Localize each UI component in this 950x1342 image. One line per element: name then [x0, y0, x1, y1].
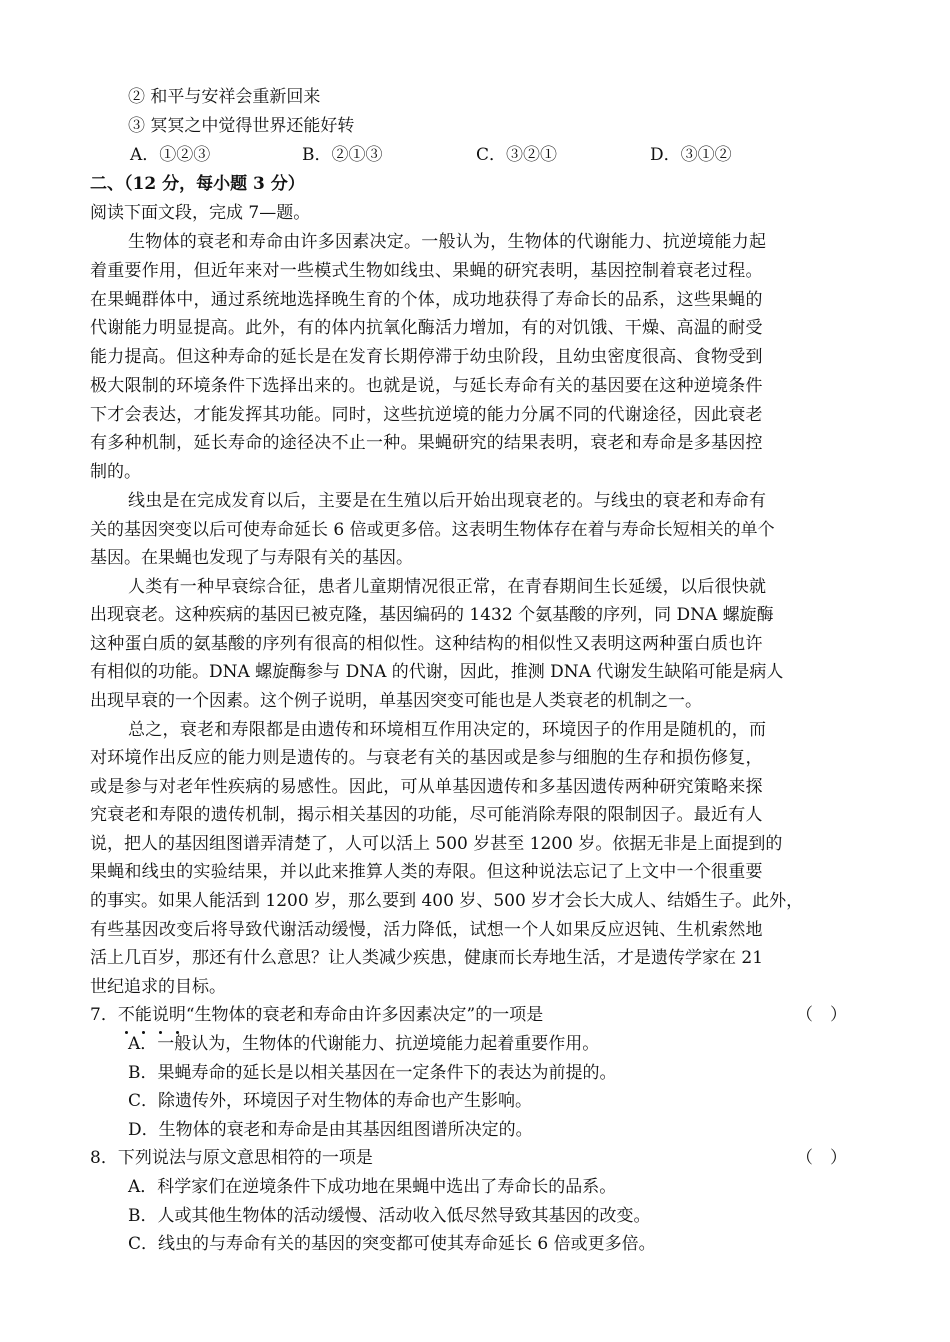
prev-choice-c: C．③②①	[476, 145, 558, 165]
question-7-option-b: B．果蝇寿命的延长是以相关基因在一定条件下的表达为前提的。	[128, 1063, 617, 1083]
passage-line: 果蝇和线虫的实验结果，并以此来推算人类的寿限。但这种说法忘记了上文中一个很重要	[90, 862, 763, 882]
passage-line: 关的基因突变以后可使寿命延长 6 倍或更多倍。这表明生物体存在着与寿命长短相关的单个	[90, 520, 775, 540]
question-7-number: 7．	[90, 1005, 118, 1025]
passage-line: 世纪追求的目标。	[90, 977, 226, 997]
passage-line: 对环境作出反应的能力则是遗传的。与衰老有关的基因或是参与细胞的生存和损伤修复，	[90, 748, 763, 768]
prev-option-item-3: ③ 冥冥之中觉得世界还能好转	[128, 116, 355, 136]
question-7-stem	[90, 1005, 870, 1025]
question-7-answer-paren[interactable]: （ ）	[796, 1005, 847, 1025]
section-heading: 二、（12 分，每小题 3 分）	[90, 174, 305, 194]
passage-line: 有相似的功能。DNA 螺旋酶参与 DNA 的代谢，因此，推测 DNA 代谢发生缺陷可能是病人	[90, 662, 784, 682]
question-8-option-c: C．线虫的与寿命有关的基因的突变都可使其寿命延长 6 倍或更多倍。	[128, 1234, 656, 1254]
prev-choice-a: A．①②③	[130, 145, 211, 165]
prev-option-item-2: ② 和平与安祥会重新回来	[128, 87, 321, 107]
passage-line: 生物体的衰老和寿命由许多因素决定。一般认为，生物体的代谢能力、抗逆境能力起	[128, 232, 767, 252]
passage-line: 的事实。如果人能活到 1200 岁，那么要到 400 岁、500 岁才会长大成人、结婚生子。此外，	[90, 891, 804, 911]
passage-line: 着重要作用，但近年来对一些模式生物如线虫、果蝇的研究表明，基因控制着衰老过程。	[90, 261, 763, 281]
passage-line: 说，把人的基因组图谱弄清楚了，人可以活上 500 岁甚至 1200 岁。依据无非是上面提到的	[90, 834, 783, 854]
question-7-emphasis	[118, 1005, 186, 1025]
question-8-option-a: A．科学家们在逆境条件下成功地在果蝇中选出了寿命长的品系。	[128, 1177, 617, 1197]
passage-line: 能力提高。但这种寿命的延长是在发育长期停滞于幼虫阶段，且幼虫密度很高、食物受到	[90, 347, 763, 367]
passage-line: 究衰老和寿限的遗传机制，揭示相关基因的功能，尽可能消除寿限的限制因子。最近有人	[90, 805, 763, 825]
passage-line: 出现早衰的一个因素。这个例子说明，单基因突变可能也是人类衰老的机制之一。	[90, 691, 702, 711]
passage-line: 人类有一种早衰综合征，患者儿童期情况很正常，在青春期间生长延缓，以后很快就	[128, 577, 767, 597]
question-8-answer-paren[interactable]: （ ）	[796, 1148, 847, 1168]
question-7-option-d: D．生物体的衰老和寿命是由其基因组图谱所决定的。	[128, 1120, 533, 1140]
prev-choice-b: B．②①③	[302, 145, 383, 165]
passage-line: 有些基因改变后将导致代谢活动缓慢，活力降低，试想一个人如果反应迟钝、生机索然地	[90, 920, 763, 940]
question-8-option-b: B．人或其他生物体的活动缓慢、活动收入低尽然导致其基因的改变。	[128, 1206, 651, 1226]
passage-line: 出现衰老。这种疾病的基因已被克隆，基因编码的 1432 个氨基酸的序列，同 DNA 螺旋酶	[90, 605, 774, 625]
passage-line: 制的。	[90, 462, 141, 482]
question-7-text: “生物体的衰老和寿命由许多因素决定”的一项是	[185, 1005, 544, 1025]
section-instruction: 阅读下面文段，完成 7—题。	[90, 203, 311, 223]
passage-line: 代谢能力明显提高。此外，有的体内抗氧化酶活力增加，有的对饥饿、干燥、高温的耐受	[90, 318, 763, 338]
passage-line: 极大限制的环境条件下选择出来的。也就是说，与延长寿命有关的基因要在这种逆境条件	[90, 376, 763, 396]
passage-line: 或是参与对老年性疾病的易感性。因此，可从单基因遗传和多基因遗传两种研究策略来探	[90, 777, 763, 797]
emphasis-text: 不能说明	[117, 1005, 186, 1025]
question-8-stem: 8．下列说法与原文意思相符的一项是	[90, 1148, 373, 1168]
question-7-option-c: C．除遗传外，环境因子对生物体的寿命也产生影响。	[128, 1091, 533, 1111]
passage-line: 下才会表达，才能发挥其功能。同时，这些抗逆境的能力分属不同的代谢途径，因此衰老	[90, 405, 763, 425]
prev-choice-d: D．③①②	[650, 145, 732, 165]
passage-line: 在果蝇群体中，通过系统地选择晚生育的个体，成功地获得了寿命长的品系，这些果蝇的	[90, 290, 763, 310]
passage-line: 这种蛋白质的氨基酸的序列有很高的相似性。这种结构的相似性又表明这两种蛋白质也许	[90, 634, 763, 654]
passage-line: 总之，衰老和寿限都是由遗传和环境相互作用决定的，环境因子的作用是随机的，而	[128, 720, 767, 740]
passage-line: 有多种机制，延长寿命的途径决不止一种。果蝇研究的结果表明，衰老和寿命是多基因控	[90, 433, 763, 453]
passage-line: 线虫是在完成发育以后，主要是在生殖以后开始出现衰老的。与线虫的衰老和寿命有	[128, 491, 767, 511]
passage-line: 活上几百岁，那还有什么意思？让人类减少疾患，健康而长寿地生活，才是遗传学家在 21	[90, 948, 764, 968]
question-7-option-a: A．一般认为，生物体的代谢能力、抗逆境能力起着重要作用。	[128, 1034, 600, 1054]
passage-line: 基因。在果蝇也发现了与寿限有关的基因。	[90, 548, 413, 568]
